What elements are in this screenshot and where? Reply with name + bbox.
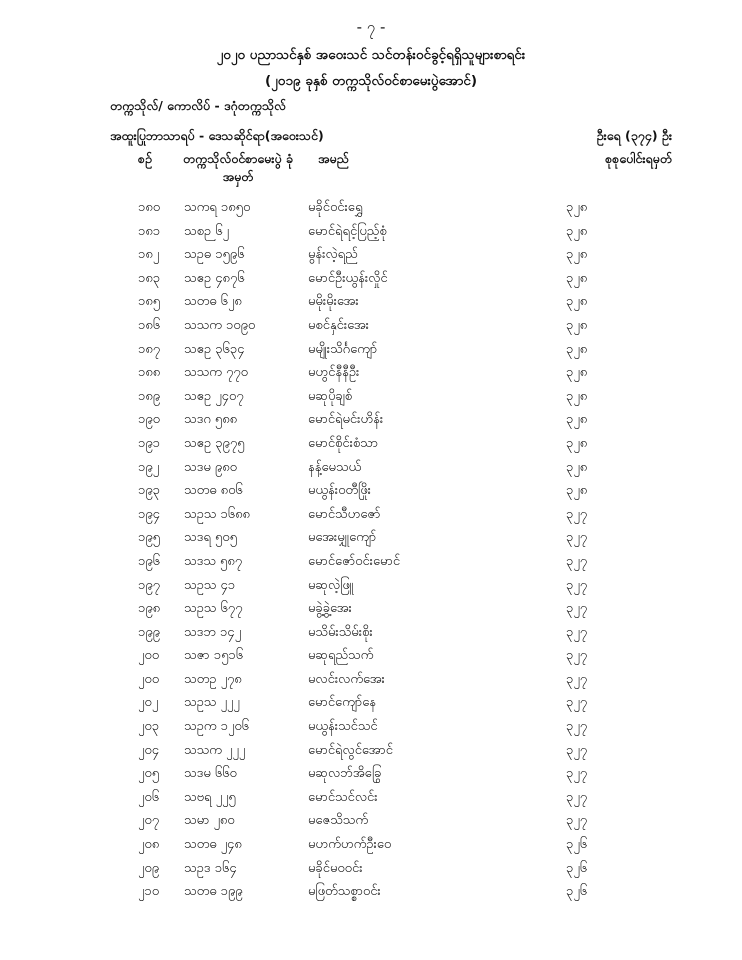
total-mark: ၃၂၇ <box>566 695 588 711</box>
total-mark: ၃၂၇ <box>566 577 588 593</box>
section-count: ဦးရေ (၃၇၄) ဦး <box>596 128 672 143</box>
column-header-name: အမည် <box>318 151 349 166</box>
total-mark: ၃၂၈ <box>566 294 588 310</box>
roll-number: သဧဥ ၄၈၇၆ <box>184 270 245 286</box>
student-name: မခိုင်မဝဝင်း <box>308 860 363 876</box>
roll-number: သကရ ၁၈၅၀ <box>184 200 251 215</box>
total-mark: ၃၂၈ <box>566 459 588 475</box>
table-row <box>0 644 742 668</box>
row-number: ၁၉၄ <box>138 506 160 522</box>
table-row <box>0 880 742 904</box>
student-name: မဆုရည်သက် <box>308 648 374 664</box>
roll-number: သဒမ ၉၈၀ <box>184 459 237 475</box>
student-name: မယွန်းဝတီဖြိုး <box>308 483 371 499</box>
row-number: ၁၈၅ <box>138 294 161 310</box>
roll-number: သဧဥ ၂၄၀၇ <box>184 388 244 404</box>
total-mark: ၃၂၇ <box>566 624 588 640</box>
page-number: - ၇ - <box>356 18 386 36</box>
row-number: ၁၉၃ <box>138 483 160 499</box>
student-name: မဆုပိုချစ် <box>308 388 353 404</box>
table-row <box>0 220 742 244</box>
roll-number: သသက ၂၂၂ <box>184 742 246 758</box>
student-name: မောင်ဇော်ဝင်းမောင် <box>308 553 401 569</box>
student-name: မခွဲ့ခွဲ့အေး <box>308 601 352 617</box>
table-row <box>0 597 742 621</box>
student-name: မယွန်းသင်သင် <box>308 719 378 735</box>
section-label: အထူးပြုဘာသာရပ် - ဒေသဆိုင်ရာ(အဝေးသင်) <box>110 128 324 143</box>
total-mark: ၃၂၇ <box>566 742 588 758</box>
roll-number: သဥသ ၂၂၂ <box>184 695 240 711</box>
student-name: မောင်ရဲမင်းဟိန်း <box>308 412 384 428</box>
student-name: မအေးမျှုကျော် <box>308 530 377 546</box>
roll-number: သတဓ ၂၄၈ <box>184 837 242 853</box>
table-row <box>0 314 742 338</box>
table-row <box>0 361 742 385</box>
table-row <box>0 456 742 480</box>
document-title: ၂၀၂၀ ပညာသင်နှစ် အဝေးသင် သင်တန်းဝင်ခွင့်ရရှိသူများစာရင်း <box>216 47 526 63</box>
roll-number: သဥသ ၄၁ <box>184 577 236 593</box>
roll-number: သဒသ ၅၈၇ <box>184 553 243 569</box>
student-name: မောင်ရဲလွင်အောင် <box>308 742 393 758</box>
student-name: မောင်ရဲရင့်ပြည့်စုံ <box>308 223 387 239</box>
row-number: ၂၀၄ <box>138 742 160 758</box>
roll-number: သဒရ ၅၀၅ <box>184 530 237 546</box>
row-number: ၂၀၇ <box>138 813 160 829</box>
total-mark: ၃၂၈ <box>566 270 588 286</box>
total-mark: ၃၂၈ <box>566 247 588 263</box>
total-mark: ၃၂၈ <box>566 223 588 239</box>
total-mark: ၃၂၈ <box>566 341 588 357</box>
table-row <box>0 739 742 763</box>
roll-number: သဧဥ ၃၉၇၅ <box>184 435 245 451</box>
row-number: ၁၉၁ <box>138 435 160 451</box>
table-row <box>0 857 742 881</box>
total-mark: ၃၂၇ <box>566 553 588 569</box>
student-name: နန့်မေသယ် <box>308 459 362 475</box>
table-row <box>0 786 742 810</box>
student-name: မမိုးမိုးအေး <box>308 294 359 310</box>
total-mark: ၃၂၇ <box>566 766 588 782</box>
student-name: မဆုလဲ့ဖြူ <box>308 577 354 593</box>
column-header-mark: စုစုပေါင်းရမှတ် <box>605 151 672 166</box>
roll-number: သသက ၁၀၉၀ <box>184 317 256 333</box>
total-mark: ၃၂၇ <box>566 530 588 546</box>
roll-number: သဥဒ ၁၆၄ <box>184 860 237 876</box>
student-name: မမျိုးသိင်္ဂကျော် <box>308 341 378 357</box>
total-mark: ၃၂၈ <box>566 412 588 428</box>
student-name: မဟက်ဟက်ဦးဝေ <box>308 837 392 853</box>
total-mark: ၃၂၆ <box>566 837 588 853</box>
student-name: မသိမ်းသိမ်းစိုး <box>308 624 373 640</box>
student-name: မစင်နှင်းအေး <box>308 317 369 333</box>
row-number: ၂၀၂ <box>138 695 159 711</box>
roll-number: သဥသ ၁၆၈၈ <box>184 506 250 522</box>
student-name: မဇေသိသက် <box>308 813 369 829</box>
document-subtitle: (၂၀၁၉ ခုနှစ် တက္ကသိုလ်ဝင်စာမေးပွဲအောင်) <box>265 73 477 89</box>
total-mark: ၃၂၈ <box>566 483 588 499</box>
table-row <box>0 691 742 715</box>
roll-number: သတဓ ၈၀၆ <box>184 483 243 499</box>
total-mark: ၃၂၇ <box>566 671 588 687</box>
row-number: ၁၉၈ <box>138 601 161 617</box>
row-number: ၂၁၀ <box>138 884 160 900</box>
table-row <box>0 290 742 314</box>
table-row <box>0 668 742 692</box>
table-row <box>0 715 742 739</box>
roll-number: သဥသ ၆၇၇ <box>184 601 243 617</box>
total-mark: ၃၂၇ <box>566 506 588 522</box>
table-row <box>0 267 742 291</box>
roll-number: သဥဓ ၁၅၉၆ <box>184 247 245 263</box>
roll-number: သဒမ ၆၆၀ <box>184 766 237 782</box>
roll-number: သတဥ ၂၇၈ <box>184 671 242 687</box>
row-number: ၁၈၃ <box>138 270 161 286</box>
roll-number: သတဓ ၁၉၉ <box>184 884 243 900</box>
row-number: ၁၈၂ <box>138 247 160 263</box>
row-number: ၁၈၁ <box>138 223 161 239</box>
total-mark: ၃၂၇ <box>566 719 588 735</box>
roll-number: သမာ ၂၈၀ <box>184 813 235 829</box>
table-row <box>0 243 742 267</box>
student-table <box>0 196 742 904</box>
roll-number: သဒဘ ၁၄၂ <box>184 624 242 640</box>
table-row <box>0 762 742 786</box>
total-mark: ၃၂၈ <box>566 200 588 215</box>
student-name: မောင်ကျော်နေ <box>308 695 377 711</box>
table-row <box>0 833 742 857</box>
roll-number: သသက ၇၇၀ <box>184 365 248 381</box>
row-number: ၁၉၉ <box>138 624 160 640</box>
row-number: ၁၈၉ <box>138 388 161 404</box>
student-name: မောင်စိုင်းစံသာ <box>308 435 379 451</box>
table-row <box>0 574 742 598</box>
column-header-roll: တက္ကသိုလ်ဝင်စာမေးပွဲ ခုံအမှတ် <box>183 151 293 184</box>
total-mark: ၃၂၈ <box>566 365 588 381</box>
table-row <box>0 432 742 456</box>
roll-number: သဧဥ ၃၆၃၄ <box>184 341 245 357</box>
table-row <box>0 809 742 833</box>
row-number: ၁၈၈ <box>138 365 161 381</box>
table-row <box>0 385 742 409</box>
table-row <box>0 408 742 432</box>
student-name: မောင်ဦးယွန်းလှိုင် <box>308 270 388 286</box>
roll-number: သတဓ ၆၂၈ <box>184 294 242 310</box>
total-mark: ၃၂၆ <box>566 860 588 876</box>
row-number: ၁၉၇ <box>138 577 160 593</box>
row-number: ၁၉၀ <box>138 412 160 428</box>
row-number: ၁၈၆ <box>138 317 161 333</box>
student-name: မဆုလဘ်အိခြွေ <box>308 766 382 782</box>
row-number: ၂၀၈ <box>138 837 160 853</box>
total-mark: ၃၂၈ <box>566 388 588 404</box>
row-number: ၂၀၉ <box>138 860 160 876</box>
row-number: ၂၀၃ <box>138 719 160 735</box>
table-row <box>0 479 742 503</box>
roll-number: သဇာ ၁၅၁၆ <box>184 648 244 664</box>
university-line: တက္ကသိုလ်/ ကောလိပ် - ဒဂုံတက္ကသိုလ် <box>110 98 286 113</box>
student-name: မဖြတ်သစ္စာဝင်း <box>308 884 381 900</box>
roll-number: သစဉ ၆၂ <box>184 223 229 239</box>
student-name: မောင်သင်လင်း <box>308 789 378 805</box>
row-number: ၂၀၆ <box>138 789 160 805</box>
table-row <box>0 550 742 574</box>
total-mark: ၃၂၇ <box>566 813 588 829</box>
total-mark: ၃၂၇ <box>566 601 588 617</box>
total-mark: ၃၂၈ <box>566 317 588 333</box>
total-mark: ၃၂၇ <box>566 648 588 664</box>
row-number: ၁၉၂ <box>138 459 160 475</box>
student-name: မခိုင်ဝင်းရွှေ <box>308 200 363 215</box>
student-name: မောင်သီဟဇော် <box>308 506 381 522</box>
row-number: ၁၉၅ <box>138 530 160 546</box>
student-name: မွန်းလဲ့ရည် <box>308 247 358 263</box>
row-number: ၂၀၅ <box>138 766 160 782</box>
row-number: ၂၀၀ <box>138 671 160 687</box>
total-mark: ၃၂၆ <box>566 884 588 900</box>
table-row <box>0 338 742 362</box>
row-number: ၁၉၆ <box>138 553 160 569</box>
student-name: မဟွင်နီနီဦး <box>308 365 360 381</box>
table-row <box>0 621 742 645</box>
roll-number: သဗရ ၂၂၅ <box>184 789 236 805</box>
roll-number: သဒဂ ၅၈၈ <box>184 412 238 428</box>
total-mark: ၃၂၇ <box>566 789 588 805</box>
row-number: ၂၀၀ <box>138 648 160 664</box>
student-name: မလင်းလက်အေး <box>308 671 385 687</box>
roll-number: သဥက ၁၂၀၆ <box>184 719 249 735</box>
row-number: ၁၈၇ <box>138 341 161 357</box>
table-row <box>0 196 742 220</box>
table-row <box>0 526 742 550</box>
row-number: ၁၈၀ <box>138 200 161 215</box>
column-header-no: စဉ် <box>138 151 152 166</box>
table-row <box>0 503 742 527</box>
total-mark: ၃၂၈ <box>566 435 588 451</box>
